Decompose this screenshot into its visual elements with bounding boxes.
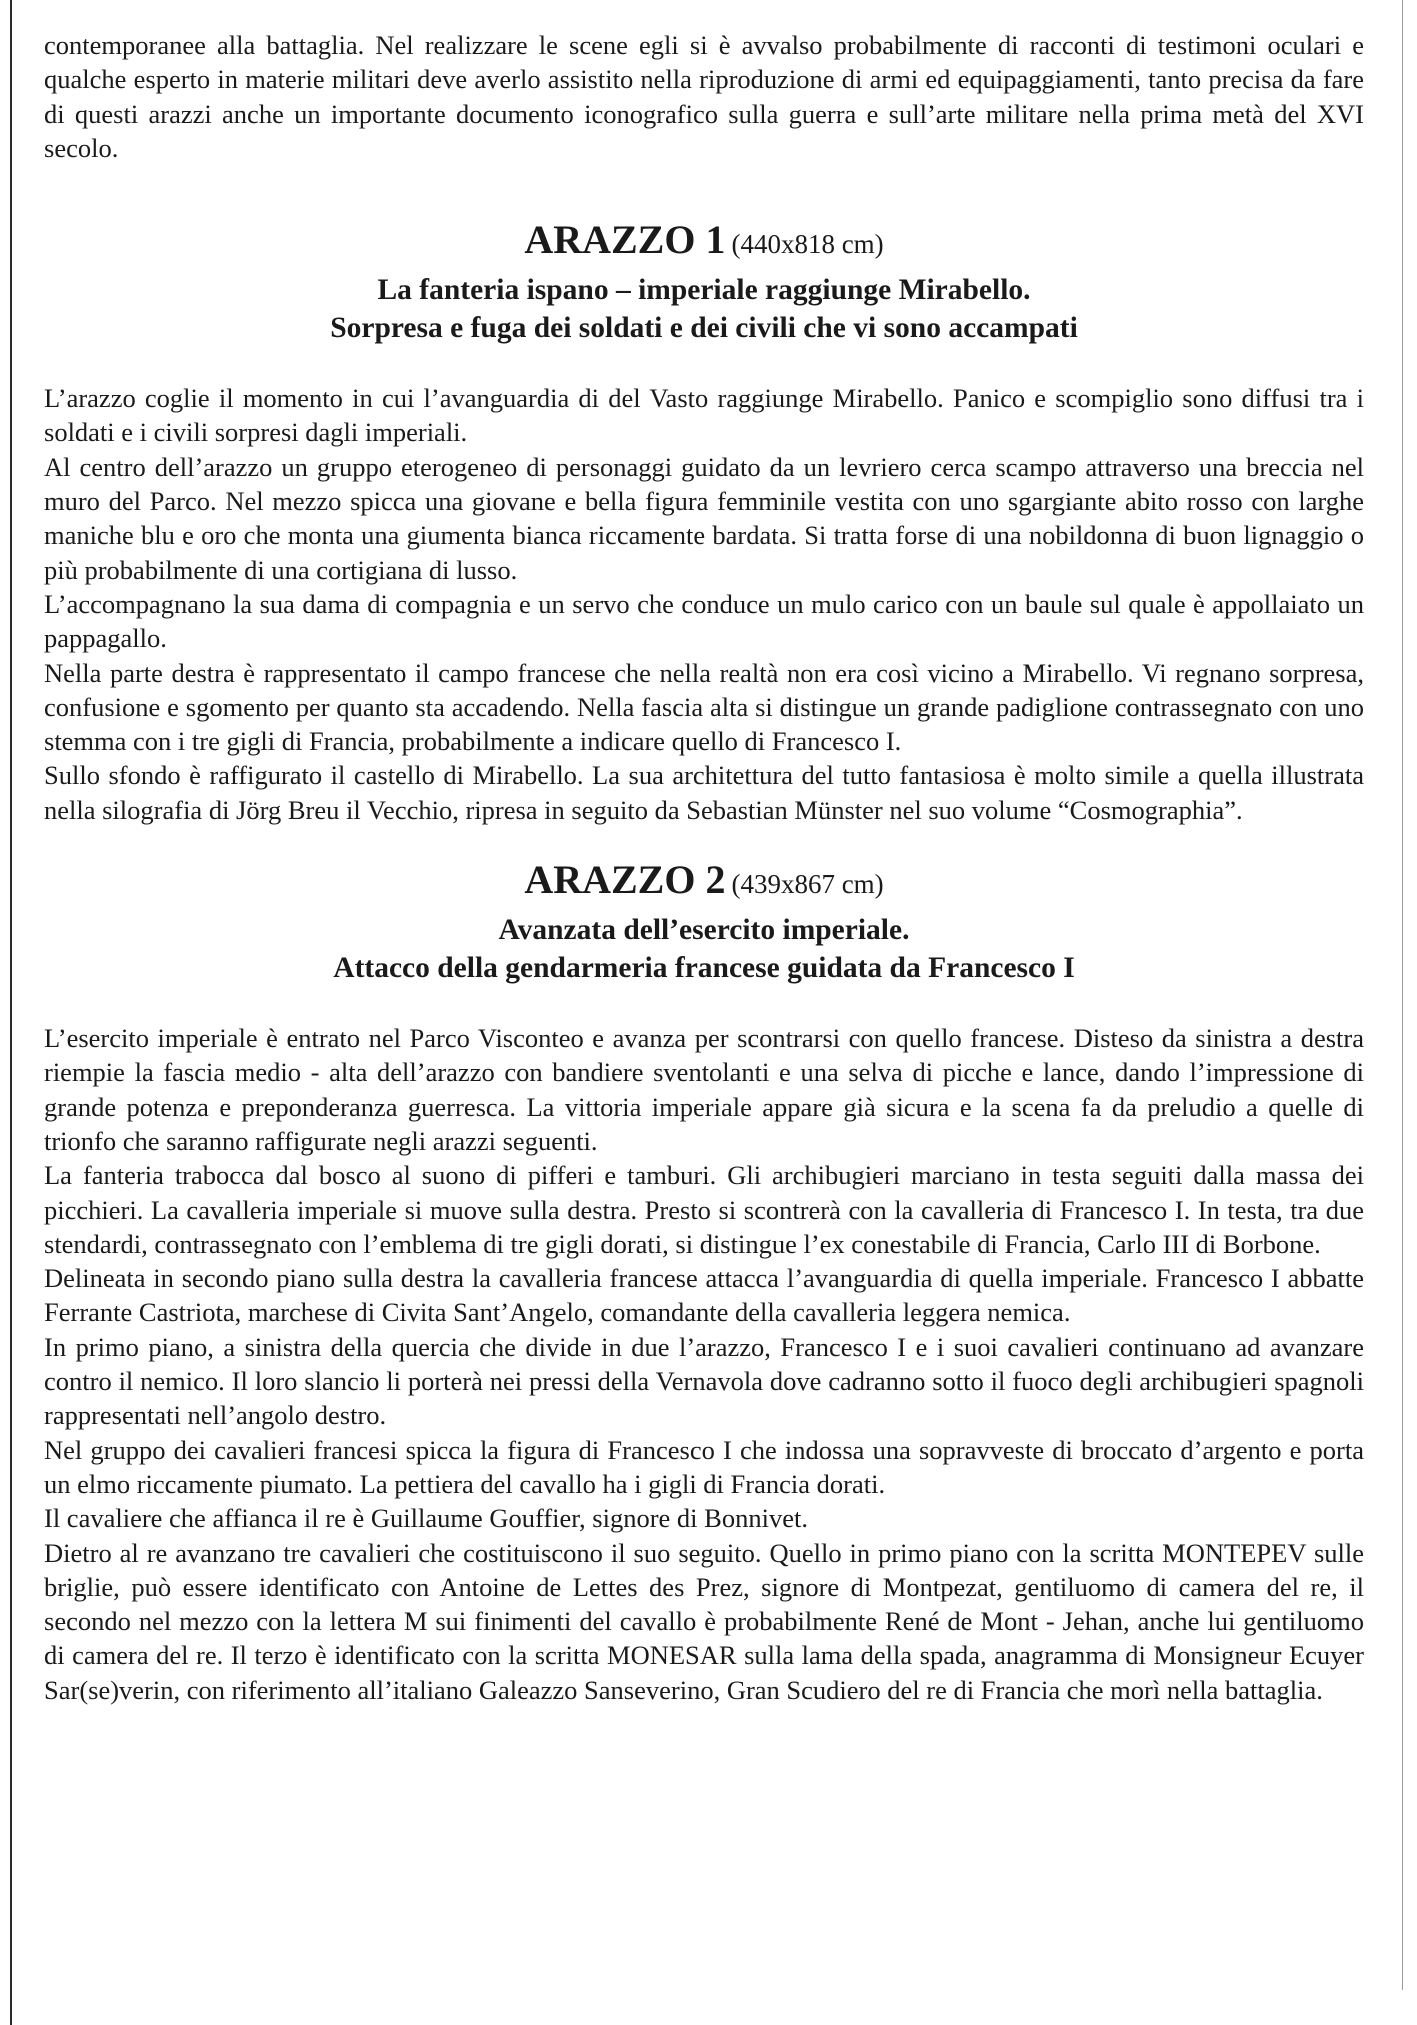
page-margin-rule-right [1402, 0, 1403, 1990]
arazzo2-paragraph: L’esercito imperiale è entrato nel Parco Visconteo e avanza per scontrarsi con quello francese. Disteso da sinistra a destra riempie la fascia medio - alta dell’arazzo con bandiere sventolanti e una selva di picche e lance, dando l’impressione di grande potenza e preponderanza guerresca. La vittoria imperiale appare già sicura e la scena fa da preludio a quelle di trionfo che saranno raffigurate negli arazzi seguenti. [44, 1023, 1364, 1156]
arazzo2-subtitle-2: Attacco della gendarmeria francese guidata da Francesco I [333, 952, 1075, 985]
intro-paragraph: contemporanee alla battaglia. Nel realizzare le scene egli si è avvalso probabilmente di racconti di testimoni oculari e qualche esperto in materie militari deve averlo assistito nella riproduzione di armi ed equipaggiamenti, tanto precisa da fare di questi arazzi anche un importante documento iconografico sulla guerra e sull’arte militare nella prima metà del XVI secolo. [44, 30, 1364, 163]
document-page [44, 28, 1364, 1707]
arazzo1-paragraph: L’arazzo coglie il momento in cui l’avanguardia di del Vasto raggiunge Mirabello. Panico e scompiglio sono diffusi tra i soldati e i civili sorpresi dagli imperiali. [44, 383, 1364, 448]
arazzo1-subtitle-2: Sorpresa e fuga dei soldati e dei civili che vi sono accampati [330, 312, 1078, 345]
arazzo1-paragraph: Sullo sfondo è raffigurato il castello di Mirabello. La sua architettura del tutto fantasiosa è molto simile a quella illustrata nella silografia di Jörg Breu il Vecchio, ripresa in seguito da Sebastian Münster nel suo volume “Cosmographia”. [44, 760, 1364, 825]
arazzo2-title-text: ARAZZO 2 [524, 857, 726, 903]
arazzo1-title [44, 217, 1364, 267]
arazzo2-dimensions: (439x867 cm) [731, 869, 884, 900]
arazzo1-title-text: ARAZZO 1 [524, 217, 726, 263]
arazzo1-subtitle-1: La fanteria ispano – imperiale raggiunge Mirabello. [377, 274, 1031, 307]
arazzo2-title [44, 857, 1364, 907]
arazzo1-paragraph: Al centro dell’arazzo un gruppo eterogeneo di personaggi guidato da un levriero cerca scampo attraverso una breccia nel muro del Parco. Nel mezzo spicca una giovane e bella figura femminile vestita con uno sgargiante abito rosso con larghe maniche blu e oro che monta una giumenta bianca riccamente bardata. Si tratta forse di una nobildonna di buon lignaggio o più probabilmente di una cortigiana di lusso. [44, 451, 1364, 585]
arazzo2-paragraph: In primo piano, a sinistra della quercia che divide in due l’arazzo, Francesco I e i suoi cavalieri continuano ad avanzare contro il nemico. Il loro slancio li porterà nei pressi della Vernavola dove cadranno sotto il fuoco degli archibugieri spagnoli rappresentati nell’angolo destro. [44, 1331, 1364, 1431]
arazzo2-paragraph: Nel gruppo dei cavalieri francesi spicca la figura di Francesco I che indossa una sopravveste di broccato d’argento e porta un elmo riccamente piumato. La pettiera del cavallo ha i gigli di Francia dorati. [44, 1434, 1364, 1499]
arazzo2-subtitle-1: Avanzata dell’esercito imperiale. [498, 914, 910, 947]
arazzo2-header [44, 857, 1364, 987]
arazzo2-body [44, 1021, 1364, 1707]
arazzo2-paragraph: Delineata in secondo piano sulla destra la cavalleria francese attacca l’avanguardia di quella imperiale. Francesco I abbatte Ferrante Castriota, marchese di Civita Sant’Angelo, comandante della cavalleria leggera nemica. [44, 1263, 1364, 1328]
arazzo1-header [44, 217, 1364, 347]
arazzo2-paragraph: Dietro al re avanzano tre cavalieri che costituiscono il suo seguito. Quello in primo piano con la scritta MONTEPEV sulle briglie, può essere identificato con Antoine de Lettes des Prez, signore di Montpezat, gentiluomo di camera del re, il secondo nel mezzo con la lettera M sui finimenti del cavallo è probabilmente René de Mont - Jehan, anche lui gentiluomo di camera del re. Il terzo è identificato con la scritta MONESAR sulla lama della spada, anagramma di Monsigneur Ecuyer Sar(se)verin, con riferimento all’italiano Galeazzo Sanseverino, Gran Scudiero del re di Francia che morì nella battaglia. [44, 1537, 1364, 1705]
arazzo2-paragraph: Il cavaliere che affianca il re è Guillaume Gouffier, signore di Bonnivet. [44, 1503, 808, 1534]
arazzo1-dimensions: (440x818 cm) [731, 229, 884, 260]
arazzo1-paragraph: Nella parte destra è rappresentato il campo francese che nella realtà non era così vicino a Mirabello. Vi regnano sorpresa, confusione e sgomento per quanto sta accadendo. Nella fascia alta si distingue un grande padiglione contrassegnato con uno stemma con i tre gigli di Francia, probabilmente a indicare quello di Francesco I. [44, 657, 1364, 757]
arazzo1-body [44, 381, 1364, 827]
page-margin-rule-left [10, 0, 12, 2025]
arazzo1-paragraph: L’accompagnano la sua dama di compagnia e un servo che conduce un mulo carico con un baule sul quale è appollaiato un pappagallo. [44, 588, 1364, 654]
arazzo2-paragraph: La fanteria trabocca dal bosco al suono di pifferi e tamburi. Gli archibugieri marciano in testa seguiti dalla massa dei picchieri. La cavalleria imperiale si muove sulla destra. Presto si scontrerà con la cavalleria di Francesco I. In testa, tra due stendardi, contrassegnato con l’emblema di tre gigli dorati, si distingue l’ex conestabile di Francia, Carlo III di Borbone. [44, 1160, 1364, 1259]
